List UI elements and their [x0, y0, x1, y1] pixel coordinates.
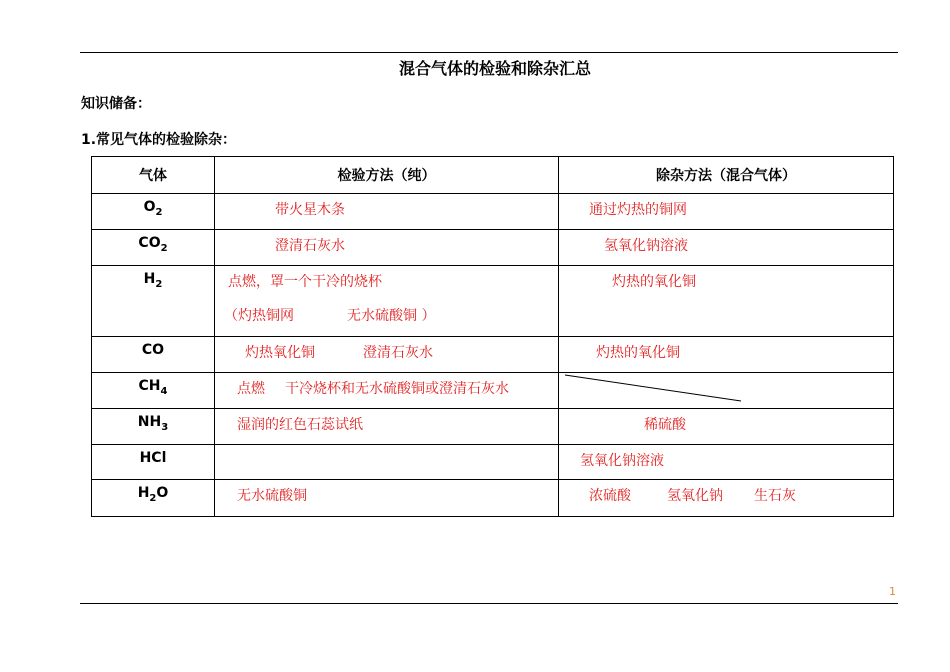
gas-formula: H: [143, 271, 156, 287]
detect-text: 湿润的红色石蕊试纸: [237, 417, 363, 433]
remove-text: 稀硫酸: [644, 417, 686, 433]
remove-text: 氢氧化钠: [667, 488, 723, 504]
detect-text: 点燃，罩一个干冷的烧杯: [228, 274, 382, 290]
detect-text: 澄清石灰水: [363, 345, 433, 361]
gas-formula: HCl: [139, 450, 167, 466]
gas-subscript: 2: [155, 278, 163, 290]
table-row: [92, 373, 894, 409]
gas-cell: [92, 230, 215, 266]
footer-rule: [80, 603, 898, 604]
detect-text: 带火星木条: [275, 202, 345, 218]
header-detect: 检验方法（纯）: [215, 157, 559, 194]
gas-formula: CO: [138, 235, 161, 251]
detect-cell: [215, 445, 559, 480]
gas-cell: [92, 266, 215, 337]
table-row: [92, 266, 894, 337]
page-number: 1: [889, 585, 896, 598]
detect-text: 无水硫酸铜: [237, 488, 307, 504]
remove-text: 灼热的氧化铜: [612, 274, 696, 290]
remove-text: 氢氧化钠溶液: [580, 453, 664, 469]
gas-cell: [92, 480, 215, 517]
detect-text: 澄清石灰水: [275, 238, 345, 254]
remove-text: 灼热的氧化铜: [596, 345, 680, 361]
remove-text: 生石灰: [754, 488, 796, 504]
header-rule: [80, 52, 898, 53]
remove-text: 浓硫酸: [589, 488, 631, 504]
header-gas: 气体: [92, 157, 215, 194]
detect-cell: [215, 337, 559, 373]
diagonal-strike: [559, 373, 894, 409]
page-title: 混合气体的检验和除杂汇总: [398, 59, 591, 78]
detect-cell: [215, 373, 559, 409]
gas-formula: O: [143, 199, 156, 215]
gas-subscript: 2: [155, 206, 163, 218]
gas-subscript: 3: [161, 421, 169, 433]
detect-text: 无水硫酸铜 ）: [347, 308, 436, 324]
gas-formula-suffix: O: [156, 485, 169, 501]
table-row: [92, 409, 894, 445]
subsection-heading: 1.常见气体的检验除杂：: [81, 132, 237, 148]
remove-cell: [559, 373, 894, 409]
remove-cell: [559, 194, 894, 230]
gas-cell: [92, 445, 215, 480]
table-header-row: [92, 157, 894, 194]
table-row: [92, 445, 894, 480]
detect-cell: [215, 266, 559, 337]
gas-cell: [92, 337, 215, 373]
table-row: [92, 337, 894, 373]
remove-cell: [559, 230, 894, 266]
gas-formula: CH: [138, 378, 161, 394]
remove-cell: [559, 445, 894, 480]
header-remove: 除杂方法（混合气体）: [559, 157, 894, 194]
table-row: [92, 480, 894, 517]
gas-formula: CO: [141, 342, 165, 358]
remove-cell: [559, 266, 894, 337]
gas-formula: NH: [137, 414, 162, 430]
gas-subscript: 2: [160, 242, 168, 254]
remove-cell: [559, 409, 894, 445]
gas-subscript: 2: [149, 492, 157, 504]
detect-text: （灼热铜网: [224, 308, 294, 324]
remove-cell: [559, 480, 894, 517]
detect-cell: [215, 409, 559, 445]
remove-cell: [559, 337, 894, 373]
remove-text: 氢氧化钠溶液: [604, 238, 688, 254]
section-heading: 知识储备：: [81, 96, 151, 112]
gas-subscript: 4: [160, 385, 168, 397]
gas-cell: [92, 373, 215, 409]
detect-text: 干冷烧杯和无水硫酸铜或澄清石灰水: [285, 381, 509, 397]
remove-text: 通过灼热的铜网: [589, 202, 687, 218]
gas-table: [91, 156, 894, 517]
table-row: [92, 230, 894, 266]
detect-cell: [215, 480, 559, 517]
gas-cell: [92, 409, 215, 445]
detect-text: 点燃: [237, 381, 265, 397]
gas-formula: H: [137, 485, 150, 501]
gas-cell: [92, 194, 215, 230]
detect-cell: [215, 194, 559, 230]
detect-cell: [215, 230, 559, 266]
table-row: [92, 194, 894, 230]
detect-text: 灼热氧化铜: [245, 345, 315, 361]
